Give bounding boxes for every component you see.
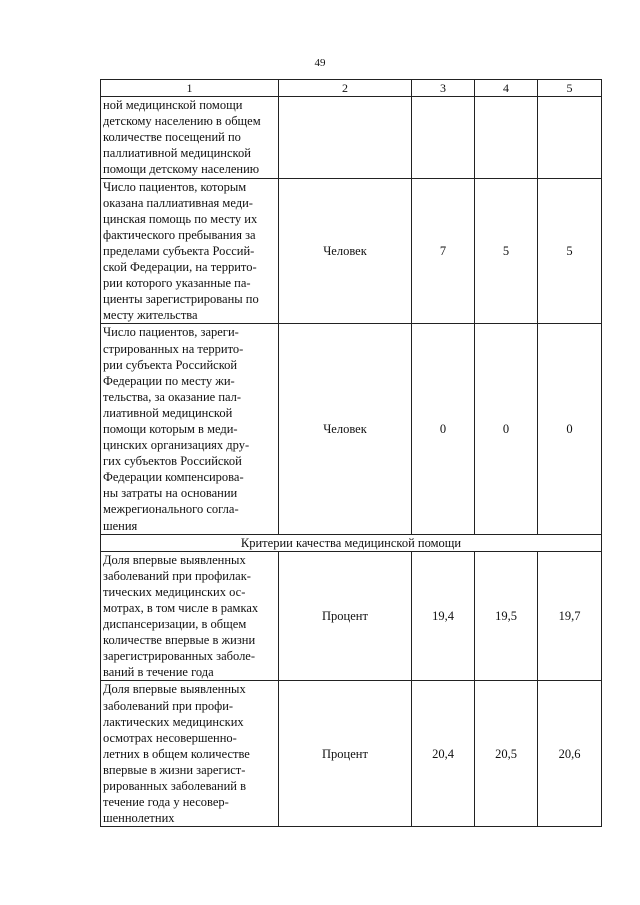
- description-line: оказана паллиативная меди-: [103, 195, 253, 210]
- description-line: рии субъекта Российской: [103, 357, 238, 372]
- value-cell-4: 20,5: [475, 681, 538, 827]
- value-cell-4: 19,5: [475, 551, 538, 681]
- value-cell-5: 5: [538, 178, 602, 324]
- description-line: цинская помощь по месту их: [103, 211, 258, 226]
- description-line: ской Федерации, на террито-: [103, 260, 257, 275]
- section-row: [101, 534, 602, 551]
- description-line: заболеваний при профилак-: [103, 568, 251, 583]
- description-line: стрированных на террито-: [103, 341, 244, 356]
- unit-cell: Человек: [279, 178, 412, 324]
- description-line: гих субъектов Российской: [103, 454, 242, 469]
- description-line: помощи детскому населению: [103, 162, 260, 177]
- table-row: [101, 178, 602, 324]
- description-line: детскому населению в общем: [103, 114, 261, 129]
- description-line: цинских организациях дру-: [103, 438, 250, 453]
- description-line: шения: [103, 518, 138, 533]
- description-line: шеннолетних: [103, 811, 175, 826]
- value-cell-3: [412, 97, 475, 178]
- indicators-table: [100, 79, 602, 827]
- table-row: [101, 551, 602, 681]
- description-line: Федерации компенсирова-: [103, 470, 244, 485]
- indicator-description: [101, 324, 279, 534]
- page-number: 49: [314, 57, 326, 69]
- value-cell-3: 20,4: [412, 681, 475, 827]
- section-title: Критерии качества медицинской помощи: [101, 534, 602, 551]
- table-row: [101, 681, 602, 827]
- description-line: заболеваний при профи-: [103, 698, 234, 713]
- description-line: рии которого указанные па-: [103, 276, 251, 291]
- unit-cell: Процент: [279, 551, 412, 681]
- description-line: лактических медицинских: [103, 714, 244, 729]
- description-line: диспансеризации, в общем: [103, 617, 247, 632]
- description-line: летних в общем количестве: [103, 746, 250, 761]
- description-line: лиативной медицинской: [103, 405, 233, 420]
- value-cell-3: 19,4: [412, 551, 475, 681]
- value-cell-4: [475, 97, 538, 178]
- description-line: межрегионального согла-: [103, 502, 239, 517]
- description-line: помощи которым в меди-: [103, 421, 238, 436]
- indicator-description: [101, 97, 279, 178]
- value-cell-5: 20,6: [538, 681, 602, 827]
- description-line: Число пациентов, которым: [103, 179, 247, 194]
- description-line: Федерации по месту жи-: [103, 373, 235, 388]
- value-cell-3: 0: [412, 324, 475, 534]
- value-cell-5: 19,7: [538, 551, 602, 681]
- description-line: количестве впервые в жизни: [103, 633, 256, 648]
- description-line: впервые в жизни зарегист-: [103, 762, 246, 777]
- description-line: ны затраты на основании: [103, 486, 238, 501]
- column-number-2: 2: [279, 80, 412, 97]
- column-number-4: 4: [475, 80, 538, 97]
- description-line: Доля впервые выявленных: [103, 552, 246, 567]
- description-line: Доля впервые выявленных: [103, 682, 246, 697]
- description-line: течение года у несовер-: [103, 795, 229, 810]
- unit-cell: Процент: [279, 681, 412, 827]
- indicator-description: [101, 681, 279, 827]
- value-cell-5: [538, 97, 602, 178]
- unit-cell: Человек: [279, 324, 412, 534]
- value-cell-4: 0: [475, 324, 538, 534]
- column-number-5: 5: [538, 80, 602, 97]
- value-cell-3: 7: [412, 178, 475, 324]
- description-line: количестве посещений по: [103, 130, 241, 145]
- column-number-1: 1: [101, 80, 279, 97]
- description-line: фактического пребывания за: [103, 227, 256, 242]
- description-line: тельства, за оказание пал-: [103, 389, 242, 404]
- table-row: [101, 97, 602, 178]
- description-line: осмотрах несовершенно-: [103, 730, 237, 745]
- header-row: [101, 80, 602, 97]
- description-line: ной медицинской помощи: [103, 98, 243, 113]
- indicator-description: [101, 551, 279, 681]
- table-row: [101, 324, 602, 534]
- description-line: пределами субъекта Россий-: [103, 243, 255, 258]
- description-line: Число пациентов, зареги-: [103, 325, 239, 340]
- column-number-3: 3: [412, 80, 475, 97]
- description-line: ваний в течение года: [103, 665, 214, 680]
- value-cell-4: 5: [475, 178, 538, 324]
- description-line: рированных заболеваний в: [103, 779, 246, 794]
- description-line: мотрах, в том числе в рамках: [103, 601, 259, 615]
- value-cell-5: 0: [538, 324, 602, 534]
- indicator-description: [101, 178, 279, 324]
- description-line: тических медицинских ос-: [103, 584, 246, 599]
- description-line: паллиативной медицинской: [103, 146, 251, 161]
- description-line: зарегистрированных заболе-: [103, 649, 256, 664]
- description-line: циенты зарегистрированы по: [103, 292, 259, 307]
- description-line: месту жительства: [103, 308, 198, 323]
- unit-cell: [279, 97, 412, 178]
